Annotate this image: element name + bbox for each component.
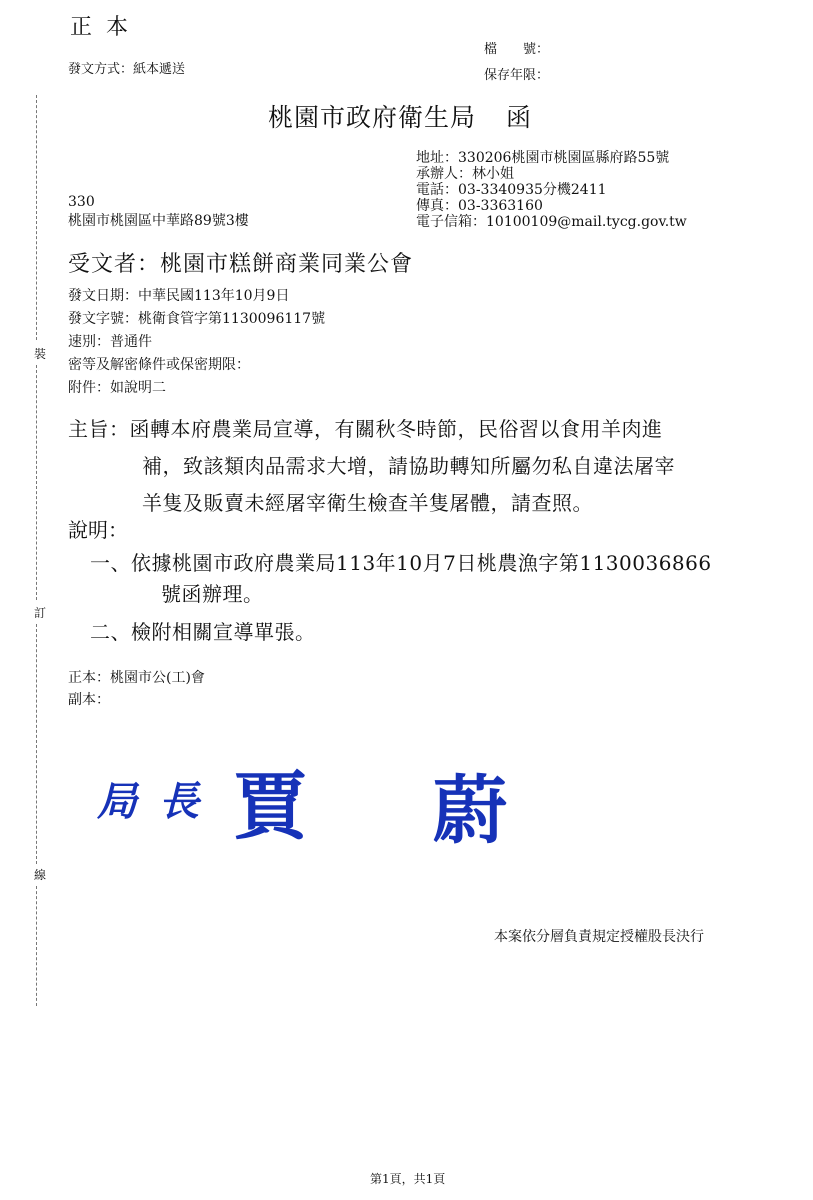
copy-recipient: 副本： [68,692,110,708]
subject-line-2: 補，致該類肉品需求大增，請協助轉知所屬勿私自違法屠宰 [142,454,675,478]
speed-class: 速別：普通件 [68,334,152,350]
document-type: 函 [506,103,533,132]
binding-line-low [36,624,37,864]
explanation-item-1-line-1: 一、依據桃園市政府農業局113年10月7日桃農漁字第1130036866 [90,551,712,575]
contact-block [416,150,687,230]
signature-name-stamp-2: 蔚 [433,768,507,854]
binding-line-top [36,95,37,340]
explanation-item-1 [90,548,712,610]
email: 電子信箱：10100109@mail.tycg.gov.tw [416,214,687,230]
secrecy-level: 密等及解密條件或保密期限： [68,357,250,373]
fax: 傳真：03-3363160 [416,198,543,214]
original-recipient: 正本：桃園市公(工)會 [68,670,205,686]
sender-address: 地址：330206桃園市桃園區縣府路55號 [416,150,670,166]
signature-name-stamp-1: 賈 [233,764,307,850]
copy-mark: 正本 [70,15,143,40]
subject [68,411,675,522]
signature-title-stamp: 局長 [97,778,221,825]
document-meta [68,285,325,400]
recipient-address: 桃園市桃園區中華路89號3樓 [68,213,249,229]
phone: 電話：03-3340935分機2411 [416,182,607,198]
binding-line-bottom [36,886,37,1006]
file-number: 檔 號： [484,42,550,57]
distribution [68,667,205,711]
explanation-heading: 說明： [68,518,128,542]
binding-line-mid [36,365,37,600]
issue-date: 發文日期：中華民國113年10月9日 [68,288,290,304]
retention-period: 保存年限： [484,68,550,83]
recipient-address-block [68,193,249,231]
agency-name: 桃園市政府衛生局 [268,103,477,132]
binding-mark-3: 線 [33,868,46,882]
document-number: 發文字號：桃衛食管字第1130096117號 [68,311,326,327]
authorization-note: 本案依分層負責規定授權股長決行 [494,929,704,945]
recipient: 受文者：桃園市糕餅商業同業公會 [68,252,414,277]
page-title [268,98,532,134]
binding-mark-1: 裝 [33,347,46,361]
explanation-item-2 [90,617,316,648]
send-method: 發文方式：紙本遞送 [68,62,186,77]
attachment: 附件：如說明二 [68,380,166,396]
subject-line-1: 主旨：函轉本府農業局宣導，有關秋冬時節，民俗習以食用羊肉進 [68,417,663,441]
subject-line-3: 羊隻及販賣未經屠宰衛生檢查羊隻屠體，請查照。 [142,491,593,515]
explanation-item-2-line-1: 二、檢附相關宣導單張。 [90,620,316,644]
handler: 承辦人：林小姐 [416,166,514,182]
binding-mark-2: 訂 [33,606,46,620]
explanation-item-1-line-2: 號函辦理。 [161,582,264,606]
page-number: 第1頁，共1頁 [370,1172,446,1186]
zip-code: 330 [68,194,95,210]
